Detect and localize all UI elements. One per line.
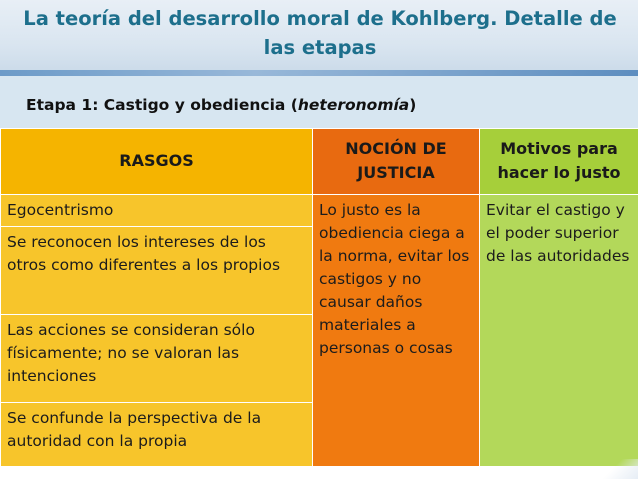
stage-table — [0, 128, 638, 467]
page-curl-decoration — [598, 459, 638, 479]
rasgo-cell — [1, 315, 313, 403]
nocion-justicia-cell — [313, 194, 480, 466]
rasgo-cell — [1, 403, 313, 467]
slide-title: La teoría del desarrollo moral de Kohlberg. Detalle de las etapas — [23, 7, 617, 59]
rasgo-cell — [1, 194, 313, 227]
header-nocion-justicia: NOCIÓN DE JUSTICIA — [313, 129, 480, 195]
header-motivos: Motivos para hacer lo justo — [480, 129, 638, 195]
table-header-row — [1, 129, 638, 195]
nocion-justicia-text: Lo justo es la obediencia ciega a la norma, evitar los castigos y no causar daños materiales a personas o cosas — [319, 200, 470, 357]
stage-heading-suffix: ) — [409, 96, 417, 114]
table-row — [1, 194, 638, 227]
motivos-text: Evitar el castigo y el poder superior de las autoridades — [486, 200, 630, 265]
stage-heading-italic: heteronomía — [297, 96, 410, 114]
stage-heading — [26, 96, 416, 114]
rasgo-text: Se reconocen los intereses de los otros como diferentes a los propios — [7, 233, 281, 275]
rasgo-text: Egocentrismo — [7, 200, 114, 219]
motivos-cell — [480, 194, 638, 466]
header-rasgos: RASGOS — [1, 129, 313, 195]
rasgo-cell — [1, 227, 313, 315]
stage-heading-prefix: Etapa 1: Castigo y obediencia ( — [26, 96, 298, 114]
rasgo-text: Las acciones se consideran sólo físicamente; no se valoran las intenciones — [7, 321, 255, 386]
rasgo-text: Se confunde la perspectiva de la autoridad con la propia — [7, 409, 262, 451]
